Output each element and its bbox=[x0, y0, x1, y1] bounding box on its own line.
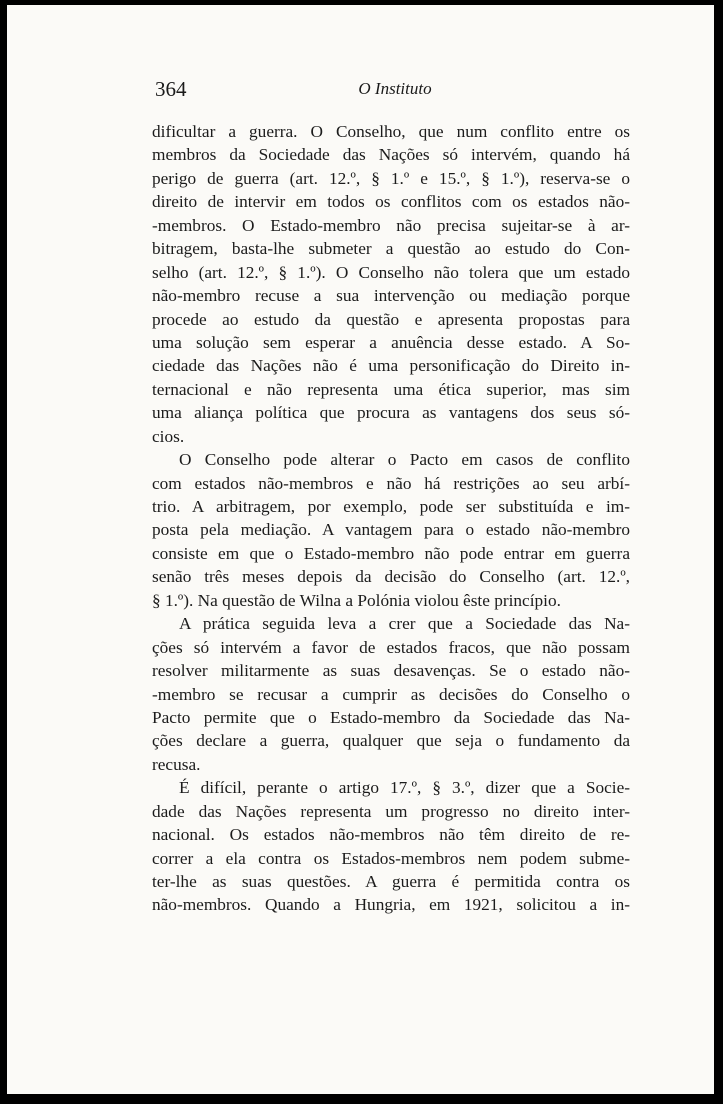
text-line: cios. bbox=[152, 426, 185, 446]
page-header bbox=[155, 77, 635, 103]
text-line: ternacional e não representa uma ética superior, mas sim bbox=[152, 379, 630, 399]
text-line: -membro se recusar a cumprir as decisões do Conselho o bbox=[152, 684, 630, 704]
text-line: § 1.º). Na questão de Wilna a Polónia violou êste princípio. bbox=[152, 590, 561, 610]
text-line: uma aliança política que procura as vantagens dos seus só- bbox=[152, 403, 630, 423]
running-title: O Instituto bbox=[358, 79, 432, 98]
text-line: -membros. O Estado-membro não precisa sujeitar-se à ar- bbox=[152, 215, 630, 235]
text-line: perigo de guerra (art. 12.º, § 1.º e 15.º, § 1.º), reserva-se o bbox=[152, 168, 630, 188]
text-line: dade das Nações representa um progresso no direito inter- bbox=[152, 801, 630, 821]
text-line: direito de intervir em todos os conflitos com os estados não- bbox=[152, 192, 630, 212]
text-line: não-membro recuse a sua intervenção ou mediação porque bbox=[152, 286, 630, 306]
text-line: Pacto permite que o Estado-membro da Sociedade das Na- bbox=[152, 707, 630, 727]
text-line: dificultar a guerra. O Conselho, que num conflito entre os bbox=[152, 122, 630, 141]
text-line: procede ao estudo da questão e apresenta propostas para bbox=[152, 309, 630, 329]
page-number: 364 bbox=[155, 77, 187, 101]
text-line: senão três meses depois da decisão do Conselho (art. 12.º, bbox=[152, 567, 630, 587]
text-line: nacional. Os estados não-membros não têm direito de re- bbox=[152, 825, 630, 845]
text-line: uma solução sem esperar a anuência desse estado. A So- bbox=[152, 332, 630, 352]
book-page bbox=[7, 5, 714, 1094]
text-line: É difícil, perante o artigo 17.º, § 3.º, dizer que a Socie- bbox=[179, 778, 630, 798]
text-line: selho (art. 12.º, § 1.º). O Conselho não tolera que um estado bbox=[152, 262, 630, 282]
text-line: A prática seguida leva a crer que a Sociedade das Na- bbox=[179, 614, 630, 634]
text-line: recusa. bbox=[152, 754, 201, 774]
text-line: consiste em que o Estado-membro não pode entrar em guerra bbox=[152, 543, 630, 563]
text-line: O Conselho pode alterar o Pacto em casos de conflito bbox=[179, 450, 630, 470]
text-line: resolver militarmente as suas desavenças. Se o estado não- bbox=[152, 661, 630, 681]
text-line: trio. A arbitragem, por exemplo, pode ser substituída e im- bbox=[152, 497, 630, 516]
text-line: membros da Sociedade das Nações só intervém, quando há bbox=[152, 145, 630, 165]
text-line: ções declare a guerra, qualquer que seja o fundamento da bbox=[152, 731, 630, 751]
text-line: posta pela mediação. A vantagem para o estado não-membro bbox=[152, 520, 630, 540]
text-line: com estados não-membros e não há restrições ao seu arbí- bbox=[152, 473, 630, 493]
text-line: ciedade das Nações não é uma personificação do Direito in- bbox=[152, 356, 630, 376]
text-line: ções só intervém a favor de estados fracos, que não possam bbox=[152, 637, 630, 657]
text-line: correr a ela contra os Estados-membros nem podem subme- bbox=[152, 848, 630, 868]
text-line: bitragem, basta-lhe submeter a questão ao estudo do Con- bbox=[152, 239, 630, 259]
body-text bbox=[152, 120, 630, 917]
text-line: ter-lhe as suas questões. A guerra é permitida contra os bbox=[152, 872, 630, 891]
text-line: não-membros. Quando a Hungria, em 1921, solicitou a in- bbox=[152, 895, 630, 915]
